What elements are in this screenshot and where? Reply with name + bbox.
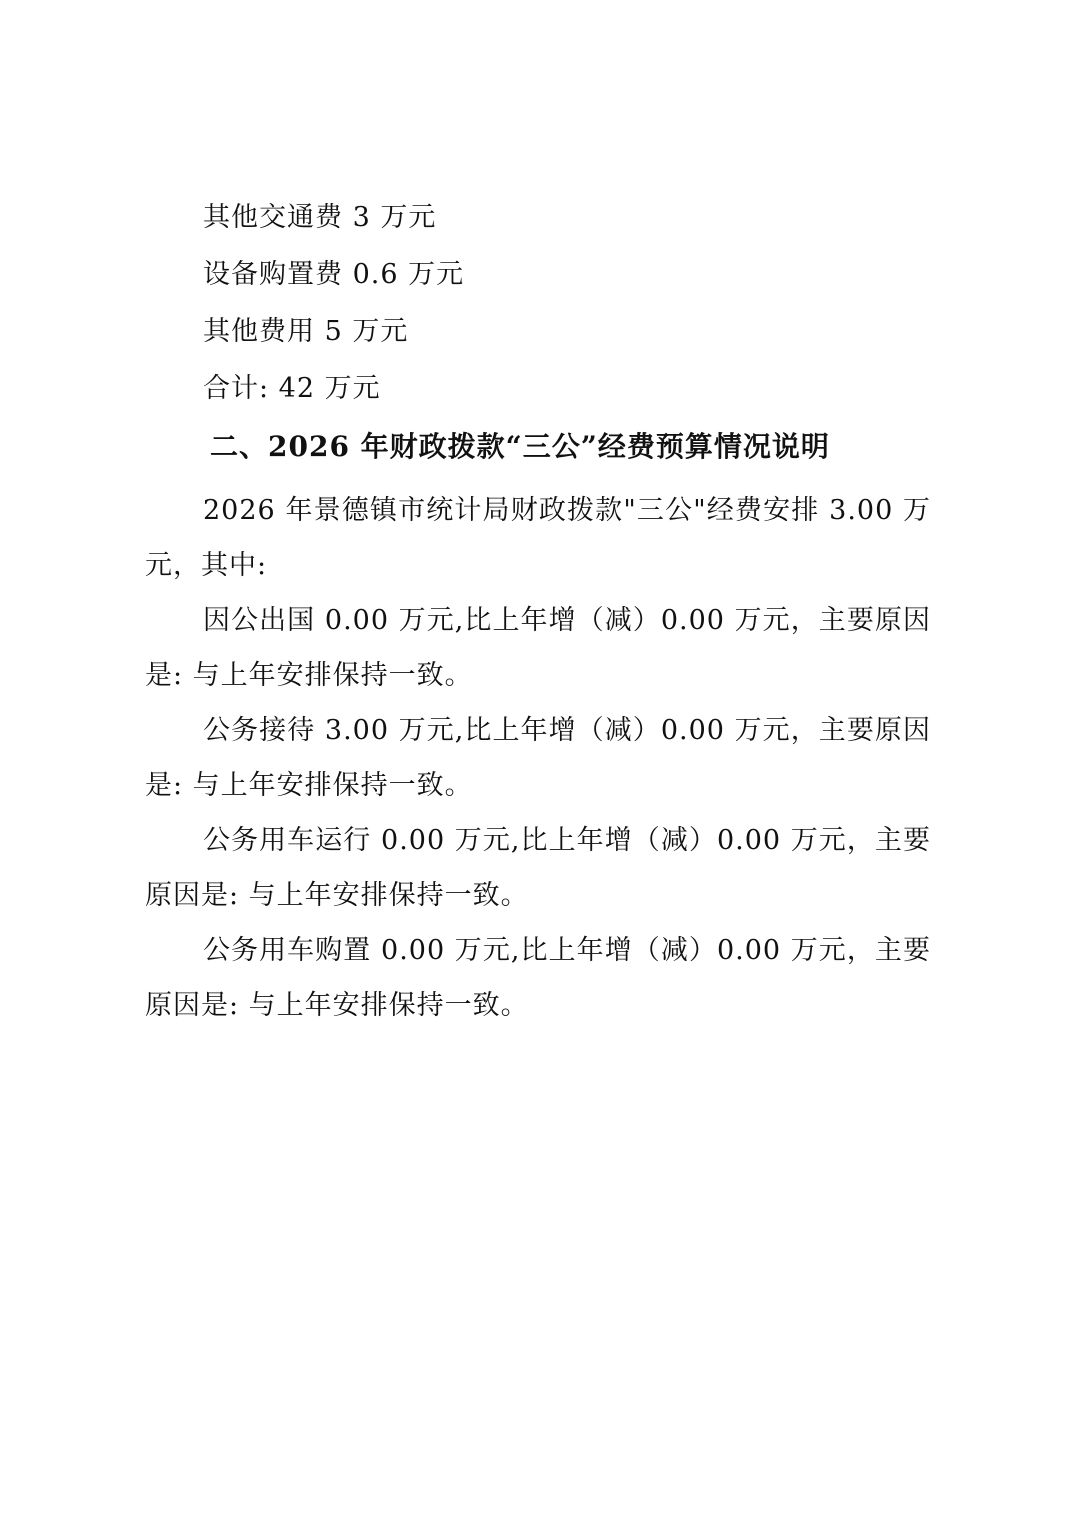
section-heading: 二、2026 年财政拨款“三公”经费预算情况说明 bbox=[210, 430, 830, 463]
expense-item-other-fees: 其他费用 5 万元 bbox=[203, 316, 409, 347]
section-body bbox=[145, 483, 931, 1033]
expense-list bbox=[203, 196, 903, 424]
paragraph-summary: 2026 年景德镇市统计局财政拨款"三公"经费安排 3.00 万元，其中: bbox=[145, 495, 931, 581]
expense-item-other-transport: 其他交通费 3 万元 bbox=[203, 202, 437, 233]
paragraph-overseas-travel: 因公出国 0.00 万元,比上年增（减）0.00 万元，主要原因是: 与上年安排保持一致。 bbox=[145, 605, 931, 691]
expense-total: 合计: 42 万元 bbox=[203, 373, 381, 404]
paragraph-vehicle-purchase: 公务用车购置 0.00 万元,比上年增（减）0.00 万元，主要原因是: 与上年安排保持一致。 bbox=[145, 935, 931, 1021]
paragraph-vehicle-operation: 公务用车运行 0.00 万元,比上年增（减）0.00 万元，主要原因是: 与上年安排保持一致。 bbox=[145, 825, 931, 911]
paragraph-reception: 公务接待 3.00 万元,比上年增（减）0.00 万元，主要原因是: 与上年安排保持一致。 bbox=[145, 715, 931, 801]
expense-item-equipment: 设备购置费 0.6 万元 bbox=[203, 259, 465, 290]
